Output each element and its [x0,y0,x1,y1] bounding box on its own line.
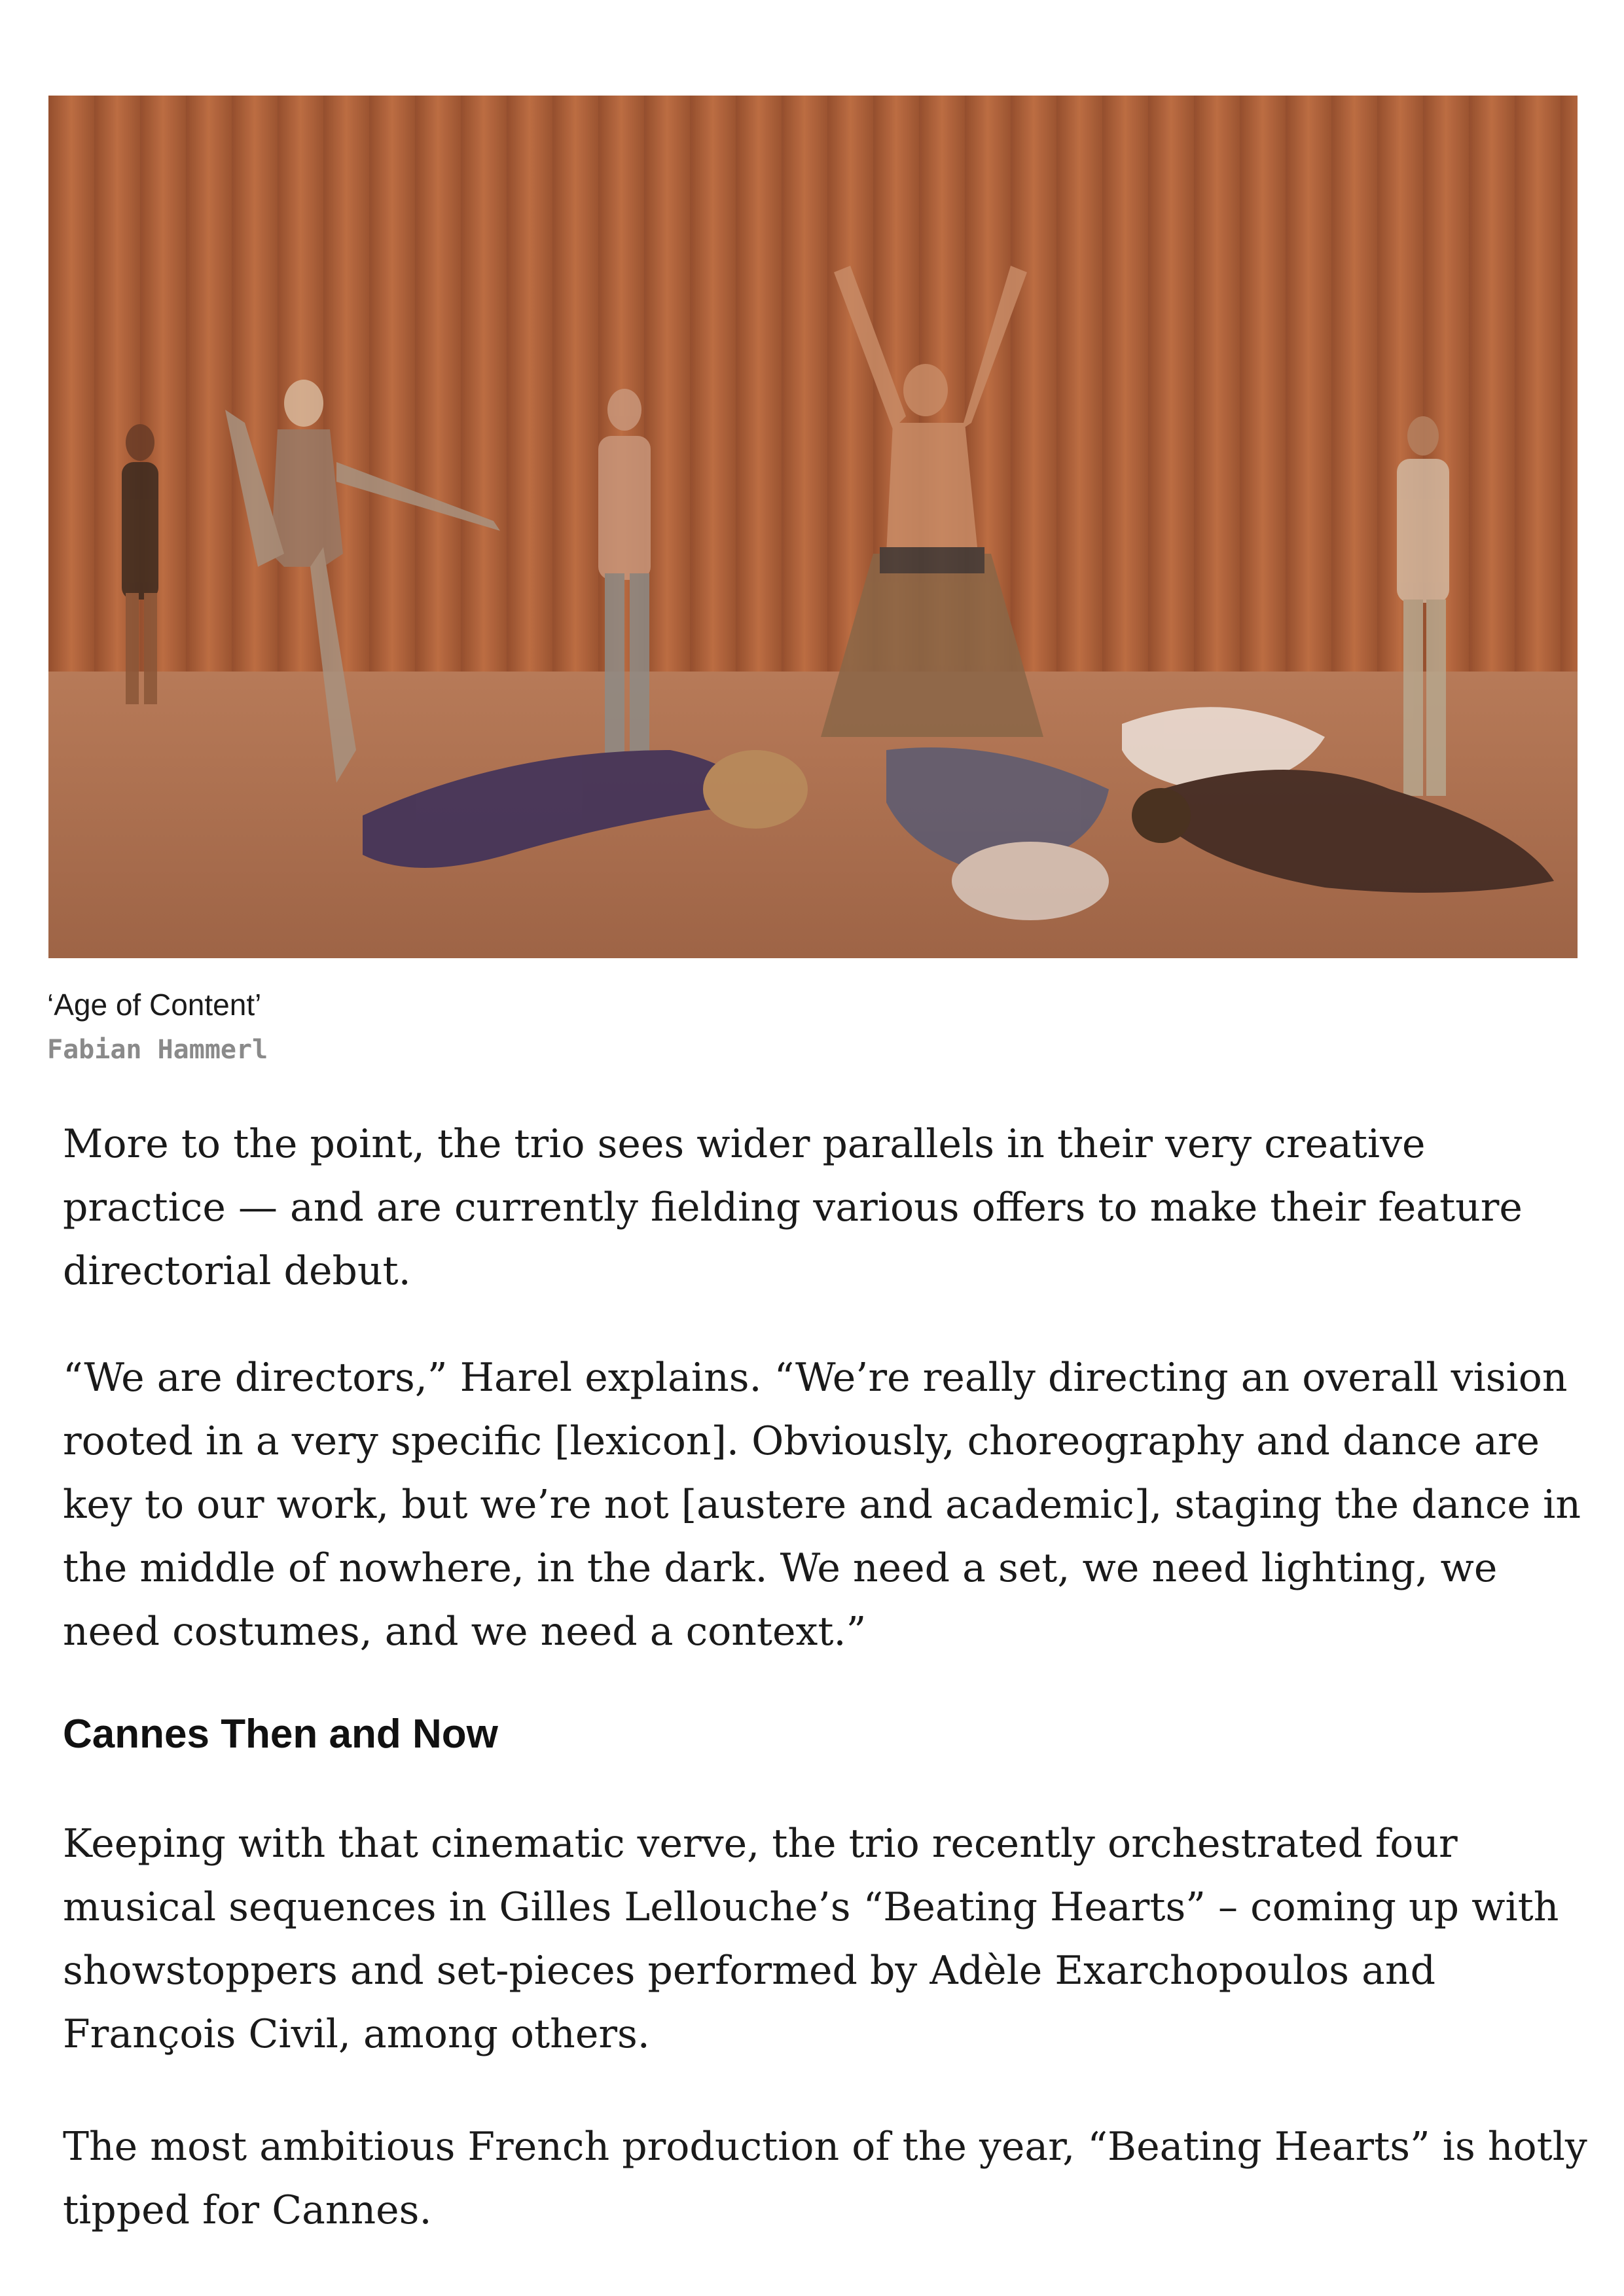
article-photo [48,96,1578,958]
article-paragraph: More to the point, the trio sees wider parallels in their very creative practice — and are currently fielding various offers to make their feature directorial debut. [63,1121,1523,1294]
section-subheading: Cannes Then and Now [63,1712,498,1757]
stage-dance-photo [48,96,1578,958]
article-paragraph: “We are directors,” Harel explains. “We’re really directing an overall vision rooted in a very specific [lexicon]. Obviously, choreography and dance are key to our work, but we’re not [austere and academic], staging the dance in the middle of nowhere, in the dark. We need a set, we need lighting, we need costumes, and we need a context.” [63,1355,1581,1655]
photo-credit: Fabian Hammerl [47,1035,268,1065]
photo-caption: ‘Age of Content’ [47,988,262,1022]
article-paragraph: The most ambitious French production of the year, “Beating Hearts” is hotly tipped for Cannes. [63,2124,1587,2233]
article-paragraph: Keeping with that cinematic verve, the trio recently orchestrated four musical sequences in Gilles Lellouche’s “Beating Hearts” – coming up with showstoppers and set-pieces performed by Adèle Exarchopoulos and François Civil, among others. [63,1821,1559,2057]
